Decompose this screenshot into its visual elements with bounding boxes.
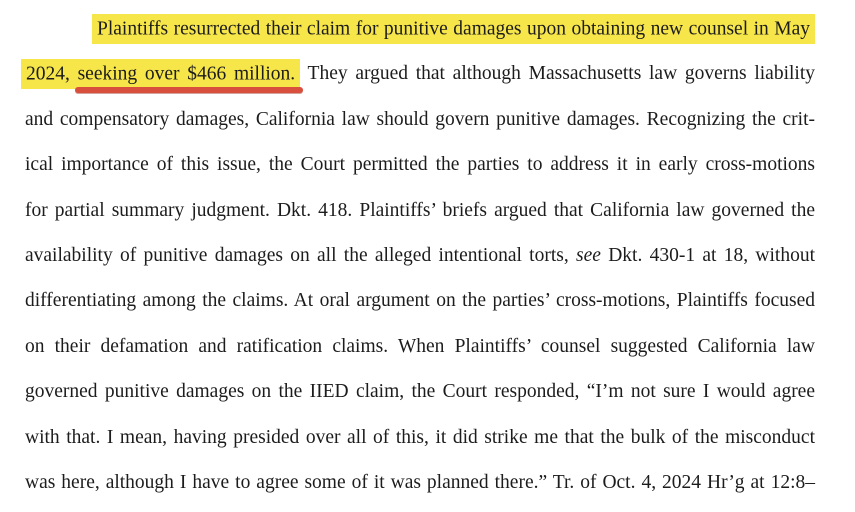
document-body: [25, 6, 815, 505]
text-segment: for partial summary judgment. Dkt. 418. Plaintiffs’ briefs argued that California law governed the: [25, 199, 815, 221]
text-line-5: [25, 188, 815, 233]
text-segment: Dkt. 430-1 at 18, without: [600, 244, 816, 266]
text-line-2: [25, 51, 815, 96]
text-line-9: [25, 369, 815, 414]
text-segment: They argued that although Massachusetts law governs liability: [300, 63, 815, 85]
highlighted-text: 2024,: [21, 59, 78, 90]
text-segment: and compensatory damages, California law should govern punitive damages. Recognizing the crit-: [25, 108, 815, 130]
document-page: [25, 6, 815, 505]
text-line-6: [25, 233, 815, 278]
text-line-11: [25, 460, 815, 505]
text-segment: availability of punitive damages on all the alleged intentional torts,: [25, 244, 577, 266]
highlighted-text: Plaintiffs resurrected their claim for punitive damages upon obtaining new counsel in May: [92, 14, 815, 45]
text-segment: with that. I mean, having presided over all of this, it did strike me that the bulk of the misconduct: [25, 426, 815, 448]
italic-citation-text: see: [576, 244, 601, 266]
text-segment: differentiating among the claims. At oral argument on the parties’ cross-motions, Plaintiffs focused: [25, 290, 815, 312]
text-line-4: [25, 142, 815, 187]
text-line-1: [25, 6, 815, 51]
text-segment: ical importance of this issue, the Court permitted the parties to address it in early cross-motions: [25, 154, 815, 176]
text-segment: on their defamation and ratification claims. When Plaintiffs’ counsel suggested California law: [25, 335, 815, 357]
text-line-3: [25, 97, 815, 142]
red-underlined-highlighted-text: seeking over $466 million.: [78, 59, 301, 90]
text-line-8: [25, 324, 815, 369]
text-segment: was here, although I have to agree some of it was planned there.” Tr. of Oct. 4, 2024 Hr’g at 12:8–: [25, 471, 815, 493]
text-line-10: [25, 415, 815, 460]
text-line-7: [25, 278, 815, 323]
text-segment: governed punitive damages on the IIED claim, the Court responded, “I’m not sure I would agree: [25, 381, 815, 403]
